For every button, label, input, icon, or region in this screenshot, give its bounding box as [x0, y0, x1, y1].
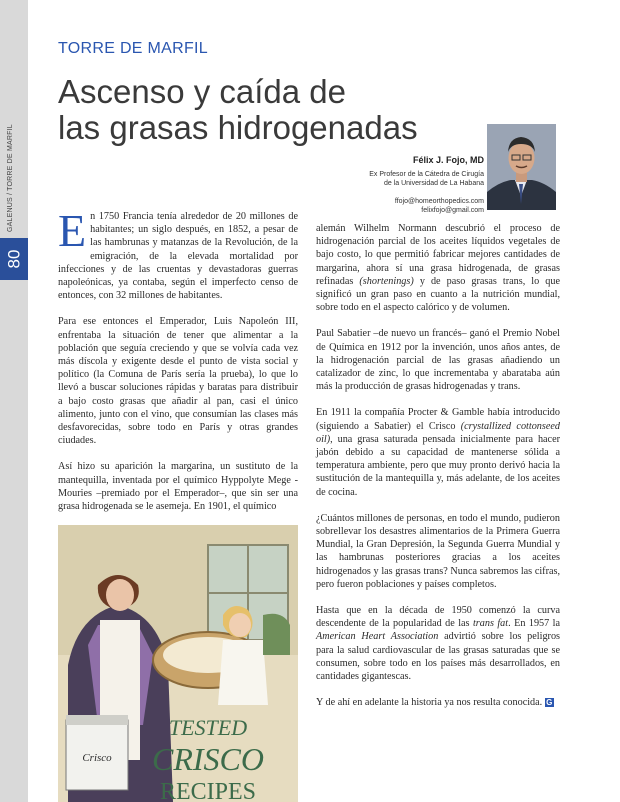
tested-text: TESTED [168, 715, 248, 740]
paragraph-8-mid: . En 1957 la [508, 618, 561, 630]
shortenings-term: (shortenings) [359, 275, 414, 287]
paragraph-6-text: En 1911 la compañía Procter & Gamble había introducido (siguiendo a Sabatier) el Crisco [316, 407, 560, 432]
can-label-text: Crisco [82, 752, 112, 764]
paragraph-2: Para ese entonces el Emperador, Luis Napoleón III, enfrentaba la situación de tener que alimentar a la población que seguía creciendo y que se volvía cada vez más díscola y exigente desde el punto de vista social y político (la Comuna de París sería la prueba), lo que lo llevó a buscar soluciones rápidas y baratas para distribuir a bajo costo grasas que añadir al pan, casi el único alimento, junto con el vino, que consumían las clases más desfavorecidas, sobre todo en París y otras grandes ciudades. [58, 316, 298, 447]
end-mark-icon: G [546, 698, 553, 708]
title-line-2: las grasas hidrogenadas [58, 109, 418, 146]
paragraph-6 [316, 406, 560, 498]
column-left [58, 205, 298, 526]
author-role-line-2: de la Universidad de La Habana [383, 180, 484, 187]
crisco-text: CRISCO [152, 741, 264, 777]
paragraph-1 [58, 205, 298, 302]
author-role-line-1: Ex Profesor de la Cátedra de Cirugía [369, 171, 484, 178]
paragraph-1-text: n 1750 Francia tenía alrededor de 20 millones de habitantes; un siglo después, en 1852, a pesar de las hambrunas y matanzas de la Revolución, de la emigración, de la elevada mortalidad por infecciones y de las cruentas y devastadoras guerras napoleónicas, ya contaba, según el imperfecto censo de entonces, con 32 millones de habitantes. [58, 211, 298, 302]
drop-cap: E [58, 205, 87, 256]
column-right [316, 222, 560, 723]
section-title: TORRE DE MARFIL [58, 40, 208, 57]
author-emails [369, 197, 484, 215]
author-block [369, 155, 484, 215]
crisco-term: (crystallized cottonseed oil) [316, 420, 560, 445]
page-number-box [0, 238, 28, 280]
paragraph-9 [316, 696, 560, 709]
page-title [58, 74, 458, 146]
author-name: Félix J. Fojo, MD [412, 155, 484, 165]
author-role [369, 170, 484, 188]
paragraph-4-text: alemán Wilhelm Normann descubrió el proceso de hidrogenación parcial de los aceites líquidos vegetales de bajo costo, lo que permitió fabricar mejores cantidades de margarina, ahora sí una grasa hidrogenada, de grasas refinadas [316, 223, 560, 287]
paragraph-4-end: y de paso grasas trans, lo que significó un gran paso en cuanto a la nutrición mundial, sobre todo en el aspecto calórico y de volumen. [316, 275, 561, 314]
page-number: 80 [3, 249, 23, 269]
paragraph-8-end: advirtió sobre los peligros para la salud cardiovascular de las grasas saturadas que se consumen, sobre todo en los países más desarrollados, en cantidades gigantescas. [316, 631, 561, 683]
closing-text: Y de ahí en adelante la historia ya nos resulta conocida. [316, 697, 543, 709]
paragraph-8 [316, 604, 560, 683]
paragraph-7: ¿Cuántos millones de personas, en todo el mundo, pudieron sobrellevar los desastres alimentarios de la Primera Guerra Mundial, la Gran Depresión, la Segunda Guerra Mundial y las hambrunas posteriores gracias a los aceites hidrogenados y las grasas trans? Nunca sabremos las cifras, pero fueron poblaciones y países completos. [316, 512, 560, 590]
author-photo [487, 124, 556, 210]
trans-fat-term: trans fat [472, 618, 509, 630]
paragraph-8-text: Hasta que en la década de 1950 comenzó la curva descendente de la popularidad de las [316, 605, 560, 630]
recipes-text: RECIPES [159, 779, 257, 802]
paragraph-5: Paul Sabatier –de nuevo un francés– ganó el Premio Nobel de Química en 1912 por la invención, unos años antes, de la hidrogenación parcial de las grasas añadiendo un catalizador de zinc, lo que incrementaba y abarataba aún más la producción de grasas hidrogenadas y trans. [316, 328, 560, 393]
side-bar [0, 0, 28, 802]
crisco-illustration [58, 525, 298, 802]
paragraph-6-end: , una grasa saturada pensada inicialmente para hacer jabón debido a su capacidad de mantenerse sólida a temperatura ambiente, pero que muy pronto derivó hacia la sustitución de la mantequilla y, más adelante, de los aceites de cocina. [316, 433, 560, 498]
paragraph-4 [316, 222, 560, 314]
author-email-2[interactable]: felixfojo@gmail.com [421, 207, 484, 214]
side-section-label: GALENUS / TORRE DE MARFIL [7, 124, 14, 232]
author-email-1[interactable]: ffojo@homeorthopedics.com [394, 198, 484, 205]
title-line-1: Ascenso y caída de [58, 73, 347, 110]
aha-term: American Heart Association [316, 631, 439, 643]
paragraph-3: Así hizo su aparición la margarina, un sustituto de la mantequilla, inventada por el químico Hyppolyte Mege -Mouries –premiado por el Emperador–, que sin ser una grasa hidrogenada se le asemeja. En 1901, el químico [58, 461, 298, 513]
